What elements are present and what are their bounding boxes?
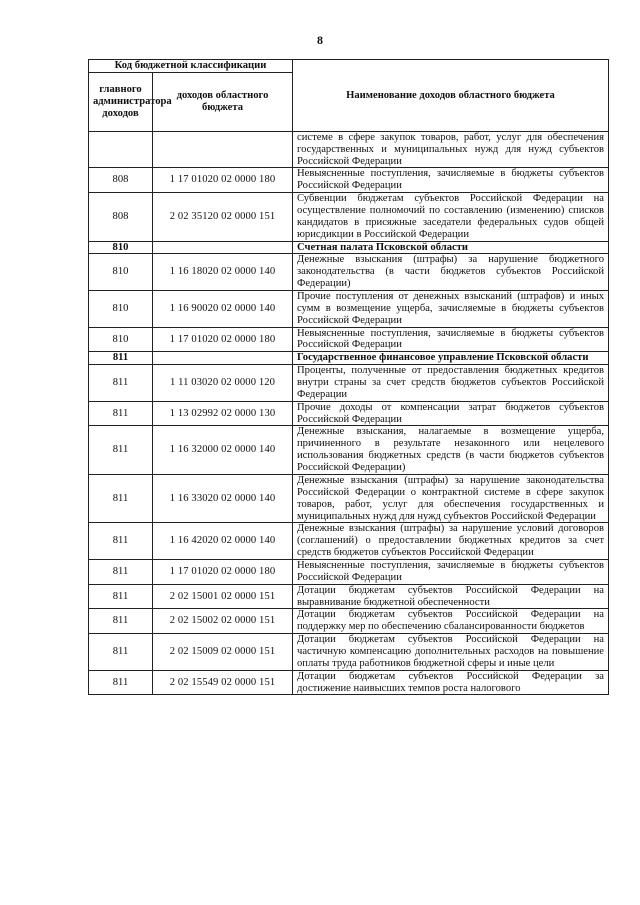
revenue-code-cell: 2 02 15549 02 0000 151: [153, 670, 293, 695]
table-row: [89, 584, 609, 609]
revenue-code-cell: 1 16 18020 02 0000 140: [153, 254, 293, 291]
admin-code-cell: 811: [89, 352, 153, 365]
admin-code-cell: 811: [89, 584, 153, 609]
revenue-name-cell: системе в сфере закупок товаров, работ, услуг для обеспечения государственных и муниципальных нужд для нужд субъектов Российской Федерации: [293, 131, 609, 168]
table-row: [89, 168, 609, 193]
revenue-name-cell: Денежные взыскания (штрафы) за нарушение условий договоров (соглашений) о предоставлении бюджетных кредитов за счет средств бюджетов субъектов Российской Федерации: [293, 523, 609, 560]
revenue-name-cell: Прочие доходы от компенсации затрат бюджетов субъектов Российской Федерации: [293, 401, 609, 426]
admin-code-cell: 811: [89, 365, 153, 402]
admin-code-cell: 811: [89, 559, 153, 584]
revenue-code-cell: 1 16 90020 02 0000 140: [153, 291, 293, 328]
table-row: [89, 365, 609, 402]
revenue-code-cell: 1 13 02992 02 0000 130: [153, 401, 293, 426]
revenue-code-cell: 1 11 03020 02 0000 120: [153, 365, 293, 402]
table-row: [89, 193, 609, 241]
revenue-code-cell: 2 02 15009 02 0000 151: [153, 634, 293, 671]
revenue-name-cell: Дотации бюджетам субъектов Российской Федерации на частичную компенсацию дополнительных расходов на повышение оплаты труда работников бюджетной сферы и иные цели: [293, 634, 609, 671]
revenue-name-cell: Денежные взыскания, налагаемые в возмещение ущерба, причиненного в результате незаконного или нецелевого использования бюджетных средств (в части бюджетов субъектов Российской Федерации): [293, 426, 609, 474]
admin-code-cell: 808: [89, 168, 153, 193]
revenue-classification-table: [88, 59, 609, 695]
table-row: [89, 254, 609, 291]
revenue-name-cell: Прочие поступления от денежных взысканий (штрафов) и иных сумм в возмещение ущерба, зачисляемые в бюджеты субъектов Российской Федерации: [293, 291, 609, 328]
admin-code-cell: 811: [89, 474, 153, 522]
admin-code-cell: 811: [89, 401, 153, 426]
table-row: [89, 609, 609, 634]
admin-code-cell: 811: [89, 634, 153, 671]
revenue-name-cell: Проценты, полученные от предоставления бюджетных кредитов внутри страны за счет средств бюджетов субъектов Российской Федерации: [293, 365, 609, 402]
revenue-code-cell: 2 02 35120 02 0000 151: [153, 193, 293, 241]
revenue-name-cell: Невыясненные поступления, зачисляемые в бюджеты субъектов Российской Федерации: [293, 327, 609, 352]
revenue-code-cell: 1 17 01020 02 0000 180: [153, 327, 293, 352]
revenue-code-cell: 1 17 01020 02 0000 180: [153, 559, 293, 584]
table-row: [89, 327, 609, 352]
table-row: [89, 523, 609, 560]
revenue-code-cell: [153, 241, 293, 254]
revenue-code-cell: 2 02 15002 02 0000 151: [153, 609, 293, 634]
admin-code-cell: 811: [89, 426, 153, 474]
revenue-code-cell: 1 17 01020 02 0000 180: [153, 168, 293, 193]
section-row: [89, 241, 609, 254]
revenue-name-cell: Невыясненные поступления, зачисляемые в бюджеты субъектов Российской Федерации: [293, 168, 609, 193]
table-row: [89, 634, 609, 671]
admin-code-cell: 810: [89, 291, 153, 328]
admin-code-cell: 811: [89, 523, 153, 560]
admin-code-cell: 811: [89, 609, 153, 634]
revenue-code-cell: [153, 131, 293, 168]
admin-code-cell: 808: [89, 193, 153, 241]
header-revenue-code: доходов областного бюджета: [153, 72, 293, 131]
header-chief-administrator: главного администратора доходов: [89, 72, 153, 131]
revenue-code-cell: 1 16 33020 02 0000 140: [153, 474, 293, 522]
table-row: [89, 670, 609, 695]
table-row: [89, 474, 609, 522]
table-row: [89, 131, 609, 168]
revenue-code-cell: 1 16 42020 02 0000 140: [153, 523, 293, 560]
revenue-code-cell: 2 02 15001 02 0000 151: [153, 584, 293, 609]
admin-code-cell: [89, 131, 153, 168]
revenue-name-cell: Субвенции бюджетам субъектов Российской Федерации на осуществление полномочий по составлению (изменению) списков кандидатов в присяжные заседатели федеральных судов общей юрисдикции в Российской Федерации: [293, 193, 609, 241]
revenue-name-cell: Денежные взыскания (штрафы) за нарушение законодательства Российской Федерации о контрактной системе в сфере закупок товаров, работ, услуг для обеспечения государственных и муниципальных нужд для нужд субъектов Российской Федерации: [293, 474, 609, 522]
header-revenue-name: Наименование доходов областного бюджета: [293, 60, 609, 132]
admin-code-cell: 810: [89, 254, 153, 291]
revenue-name-cell: Дотации бюджетам субъектов Российской Федерации на поддержку мер по обеспечению сбалансированности бюджетов: [293, 609, 609, 634]
admin-code-cell: 810: [89, 327, 153, 352]
table-row: [89, 426, 609, 474]
revenue-code-cell: 1 16 32000 02 0000 140: [153, 426, 293, 474]
table-row: [89, 291, 609, 328]
header-classification-code: Код бюджетной классификации: [89, 60, 293, 73]
table-row: [89, 401, 609, 426]
admin-code-cell: 810: [89, 241, 153, 254]
table-row: [89, 559, 609, 584]
section-title-cell: Счетная палата Псковской области: [293, 241, 609, 254]
section-row: [89, 352, 609, 365]
revenue-name-cell: Дотации бюджетам субъектов Российской Федерации на выравнивание бюджетной обеспеченности: [293, 584, 609, 609]
revenue-name-cell: Дотации бюджетам субъектов Российской Федерации за достижение наивысших темпов роста налогового: [293, 670, 609, 695]
admin-code-cell: 811: [89, 670, 153, 695]
revenue-name-cell: Денежные взыскания (штрафы) за нарушение бюджетного законодательства (в части бюджетов субъектов Российской Федерации): [293, 254, 609, 291]
page-number: 8: [317, 33, 323, 47]
revenue-code-cell: [153, 352, 293, 365]
section-title-cell: Государственное финансовое управление Псковской области: [293, 352, 609, 365]
revenue-name-cell: Невыясненные поступления, зачисляемые в бюджеты субъектов Российской Федерации: [293, 559, 609, 584]
